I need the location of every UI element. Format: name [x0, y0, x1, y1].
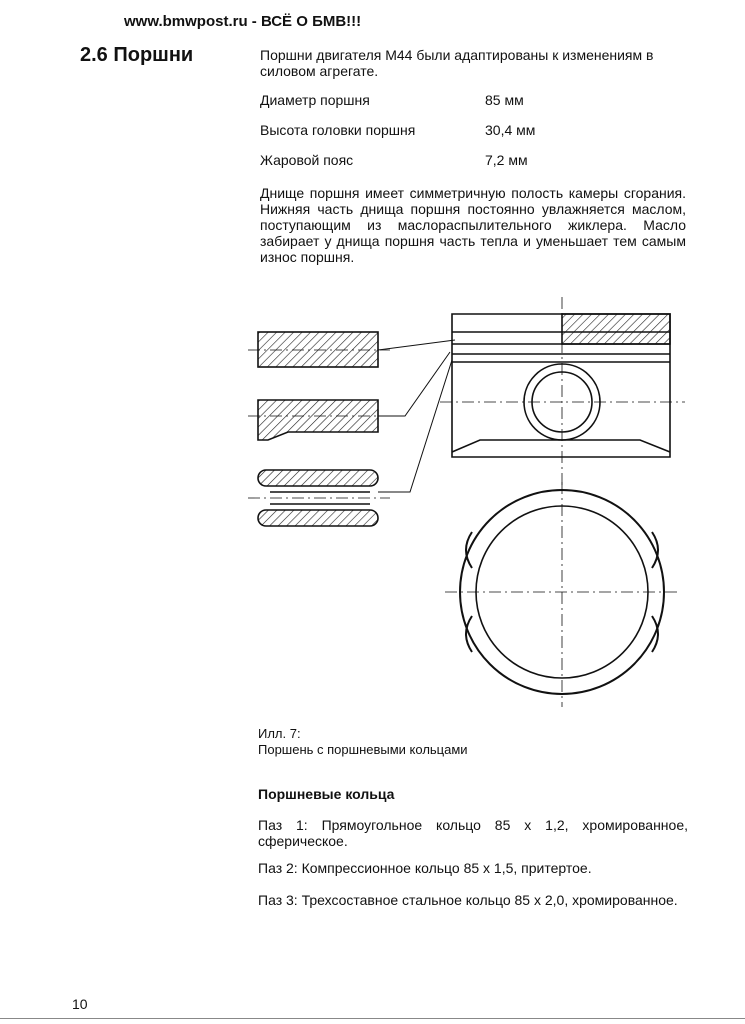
- ring-3-upper: [258, 470, 378, 486]
- page-number: 10: [72, 996, 88, 1012]
- spec-label: Диаметр поршня: [260, 92, 370, 108]
- ring-2-section: [258, 400, 378, 440]
- intro-paragraph: Поршни двигателя M44 были адаптированы к изменениям в силовом агрегате.: [260, 47, 654, 79]
- ring-1-section: [258, 332, 378, 367]
- ring-item: Паз 1: Прямоугольное кольцо 85 x 1,2, хромированное, сферическое.: [258, 817, 688, 849]
- page-bottom-rule: [0, 1018, 745, 1019]
- spec-value: 7,2 мм: [485, 152, 528, 168]
- ring-3-lower: [258, 510, 378, 526]
- ring-item: Паз 2: Компрессионное кольцо 85 x 1,5, притертое.: [258, 860, 592, 876]
- section-title: 2.6 Поршни: [80, 44, 194, 66]
- spec-value: 85 мм: [485, 92, 524, 108]
- spec-label: Высота головки поршня: [260, 122, 416, 138]
- body-paragraph: Днище поршня имеет симметричную полость камеры сгорания. Нижняя часть днища поршня постоянно увлажняется маслом, поступающим из маслораспылительного жиклера. Масло забирает у днища поршня часть тепла и уменьшает тем самым износ поршня.: [260, 185, 686, 265]
- figure-title: Поршень с поршневыми кольцами: [258, 742, 468, 757]
- piston-diagram: [240, 292, 700, 712]
- spec-label: Жаровой пояс: [260, 152, 354, 168]
- figure-caption: [258, 726, 468, 758]
- spec-value: 30,4 мм: [485, 122, 536, 138]
- figure-number: Илл. 7:: [258, 726, 301, 741]
- site-header: www.bmwpost.ru - ВСЁ О БМВ!!!: [124, 13, 362, 30]
- rings-heading: Поршневые кольца: [258, 786, 395, 802]
- ring-item: Паз 3: Трехсоставное стальное кольцо 85 x 2,0, хромированное.: [258, 892, 678, 908]
